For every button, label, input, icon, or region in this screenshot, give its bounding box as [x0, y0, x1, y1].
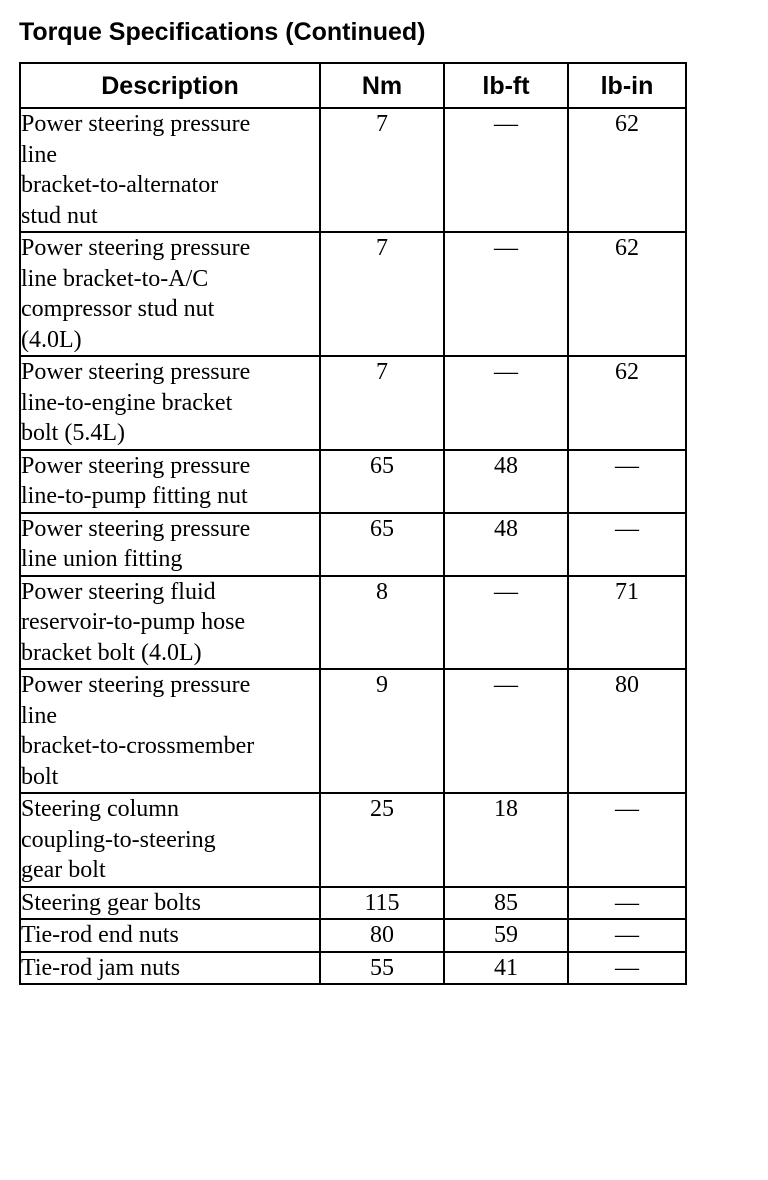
description-line: Power steering pressure [21, 452, 251, 479]
nm-cell: 80 [320, 919, 444, 952]
nm-cell: 9 [320, 669, 444, 793]
description-cell [20, 356, 320, 450]
description-line: Steering column [21, 796, 179, 822]
nm-cell: 115 [320, 887, 444, 920]
torque-spec-table [19, 62, 687, 985]
nm-cell: 7 [320, 356, 444, 450]
description-line: compressor stud nut [21, 296, 215, 322]
table-row [20, 919, 686, 952]
description-line: gear bolt [21, 857, 106, 883]
description-line: line [21, 141, 57, 168]
column-header-nm: Nm [320, 63, 444, 108]
table-row [20, 887, 686, 920]
description-cell [20, 669, 320, 793]
nm-cell: 7 [320, 232, 444, 356]
description-cell [20, 513, 320, 576]
table-row [20, 232, 686, 356]
nm-cell: 7 [320, 108, 444, 232]
description-line: line-to-engine bracket [21, 389, 233, 416]
description-line: line bracket-to-A/C [21, 265, 209, 292]
description-line: Power steering pressure [21, 515, 251, 542]
description-line: reservoir-to-pump hose [21, 609, 246, 635]
description-cell [20, 793, 320, 887]
nm-cell: 65 [320, 513, 444, 576]
description-line: Power steering pressure [21, 111, 251, 137]
lb-in-cell: 62 [568, 232, 686, 356]
description-line: bracket bolt (4.0L) [21, 639, 202, 666]
lb-ft-cell: 48 [444, 513, 568, 576]
nm-cell: 8 [320, 576, 444, 670]
lb-ft-cell: — [444, 356, 568, 450]
lb-ft-cell: — [444, 108, 568, 232]
description-line: Power steering pressure [21, 235, 251, 261]
description-line: bolt [21, 763, 59, 790]
table-header [20, 63, 686, 108]
description-cell [20, 887, 320, 920]
description-line: Tie-rod end nuts [21, 922, 179, 948]
lb-in-cell: — [568, 793, 686, 887]
description-cell [20, 952, 320, 985]
lb-ft-cell: — [444, 232, 568, 356]
table-row [20, 108, 686, 232]
description-line: Steering gear bolts [21, 889, 201, 916]
lb-ft-cell: 85 [444, 887, 568, 920]
description-cell [20, 232, 320, 356]
description-line: Power steering pressure [21, 672, 251, 698]
table-row [20, 450, 686, 513]
description-line: bracket-to-alternator [21, 172, 219, 198]
lb-in-cell: — [568, 450, 686, 513]
description-cell [20, 576, 320, 670]
lb-in-cell: — [568, 513, 686, 576]
column-header-lb-in: lb-in [568, 63, 686, 108]
description-line: bolt (5.4L) [21, 420, 125, 446]
description-line: bracket-to-crossmember [21, 733, 255, 759]
lb-in-cell: 62 [568, 108, 686, 232]
description-line: coupling-to-steering [21, 826, 216, 853]
description-line: line-to-pump fitting nut [21, 483, 248, 509]
nm-cell: 25 [320, 793, 444, 887]
description-line: (4.0L) [21, 326, 82, 353]
description-cell [20, 108, 320, 232]
lb-in-cell: 62 [568, 356, 686, 450]
lb-ft-cell: 59 [444, 919, 568, 952]
lb-ft-cell: 48 [444, 450, 568, 513]
column-header-lb-ft: lb-ft [444, 63, 568, 108]
description-line: Tie-rod jam nuts [21, 954, 181, 981]
description-cell [20, 919, 320, 952]
header-row [20, 63, 686, 108]
description-line: Power steering fluid [21, 578, 216, 605]
table-body [20, 108, 686, 984]
lb-ft-cell: 41 [444, 952, 568, 985]
lb-in-cell: — [568, 887, 686, 920]
table-row [20, 669, 686, 793]
lb-in-cell: — [568, 952, 686, 985]
lb-ft-cell: 18 [444, 793, 568, 887]
table-row [20, 952, 686, 985]
page-title: Torque Specifications (Continued) [19, 18, 426, 46]
table-row [20, 793, 686, 887]
description-line: line union fitting [21, 546, 183, 572]
lb-ft-cell: — [444, 576, 568, 670]
table-row [20, 356, 686, 450]
table-row [20, 513, 686, 576]
description-cell [20, 450, 320, 513]
nm-cell: 65 [320, 450, 444, 513]
lb-in-cell: 80 [568, 669, 686, 793]
description-line: Power steering pressure [21, 359, 251, 385]
column-header-description: Description [20, 63, 320, 108]
table-row [20, 576, 686, 670]
nm-cell: 55 [320, 952, 444, 985]
description-line: line [21, 702, 57, 729]
description-line: stud nut [21, 202, 98, 229]
lb-in-cell: — [568, 919, 686, 952]
lb-in-cell: 71 [568, 576, 686, 670]
lb-ft-cell: — [444, 669, 568, 793]
